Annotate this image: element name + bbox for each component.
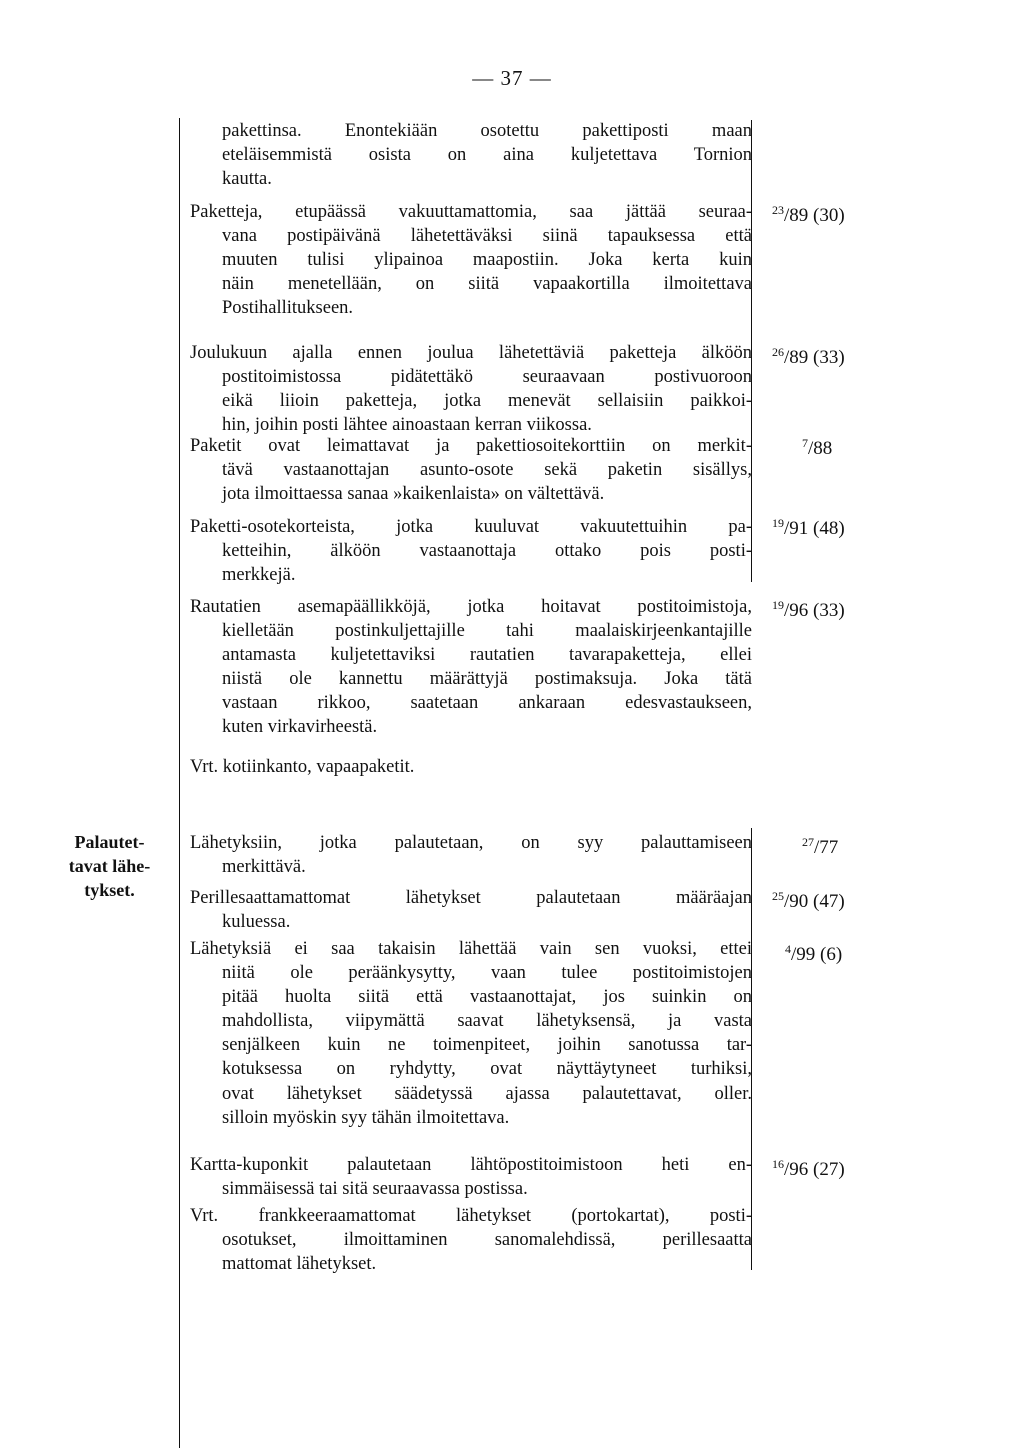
text-line: merkittävä.: [222, 857, 306, 878]
paragraph-joulukuun: [190, 341, 752, 437]
reference-sup: 25: [772, 889, 784, 903]
text-line: vana postipäivänä lähetettäväksi siinä tapauksessa että: [222, 226, 752, 247]
text-line: niitä ole peräänkysytty, vaan tulee postitoimistojen: [222, 963, 752, 984]
text-line: Kartta-kuponkit palautetaan lähtöpostitoimistoon heti en-: [190, 1155, 752, 1175]
text-line: senjälkeen kuin ne toimenpiteet, joihin sanotussa tar-: [222, 1035, 752, 1056]
reference-rest: /90 (47): [784, 891, 845, 912]
text-line: Paketit ovat leimattavat ja pakettiosoitekorttiin on merkit-: [190, 436, 752, 456]
reference-note: [802, 436, 912, 460]
reference-sup: 4: [785, 942, 791, 956]
reference-sup: 23: [772, 203, 784, 217]
reference-sup: 27: [802, 835, 814, 849]
reference-rest: /89 (30): [784, 205, 845, 226]
paragraph-vrt-1: [190, 755, 752, 779]
reference-note: [772, 1157, 882, 1181]
text-line: Paketti-osotekorteista, jotka kuuluvat vakuutettuihin pa-: [190, 517, 752, 537]
text-line: eteläisemmistä osista on aina kuljetettava Tornion: [222, 145, 752, 166]
paragraph-paketteja: [190, 200, 752, 320]
side-heading-line: tavat lähe-: [68, 856, 151, 876]
paragraph-lahetyksia: [190, 937, 752, 1130]
text-line: simmäisessä tai sitä seuraavassa postissa.: [222, 1179, 528, 1200]
text-line: kielletään postinkuljettajille tahi maalaiskirjeenkantajille: [222, 621, 752, 642]
side-heading-line: Palautet-: [74, 832, 145, 852]
text-line: silloin myöskin syy tähän ilmoitettava.: [222, 1107, 510, 1128]
paragraph-kartta-kuponkit: [190, 1153, 752, 1201]
text-line: pakettinsa. Enontekiään osotettu pakettiposti maan: [222, 121, 752, 141]
reference-rest: /91 (48): [784, 518, 845, 539]
reference-sup: 19: [772, 516, 784, 530]
text-line: osotukset, ilmoittaminen sanomalehdissä, perillesaatta: [222, 1230, 752, 1251]
paragraph-paketti-osotekorteista: [190, 515, 752, 587]
text-line: Postihallitukseen.: [222, 298, 354, 319]
reference-sup: 26: [772, 345, 784, 359]
text-line: ovat lähetykset säädetyssä ajassa palautettavat, oller.: [222, 1083, 752, 1104]
reference-note: [772, 598, 882, 622]
reference-note: [785, 942, 895, 966]
text-line: näin menetellään, on siitä vapaakortilla ilmoitettava: [222, 274, 752, 295]
text-line: merkkejä.: [222, 565, 296, 586]
text-line: kuten virkavirheestä.: [222, 717, 378, 738]
text-line: postitoimistossa pidätettäkö seuraavaan postivuoroon: [222, 367, 752, 388]
text-line: kautta.: [222, 169, 272, 190]
text-line: niistä ole kannettu määrättyjä postimaksuja. Joka tätä: [222, 669, 752, 690]
reference-note: [772, 889, 882, 913]
text-line: Perillesaattamattomat lähetykset palautetaan määräajan: [190, 888, 752, 908]
text-line: Paketteja, etupäässä vakuuttamattomia, saa jättää seuraa-: [190, 202, 752, 222]
text-line: eikä liioin paketteja, jotka menevät sellaisiin paikkoi-: [222, 391, 752, 412]
reference-sup: 19: [772, 598, 784, 612]
reference-note: [802, 835, 912, 859]
reference-note: [772, 203, 882, 227]
text-line: ketteihin, älköön vastaanottaja ottako pois posti-: [222, 541, 752, 562]
left-rule: [179, 118, 180, 1448]
text-line: Vrt. frankkeeraamattomat lähetykset (portokartat), posti-: [190, 1206, 752, 1226]
reference-rest: /96 (33): [784, 600, 845, 621]
reference-rest: /96 (27): [784, 1159, 845, 1180]
reference-note: [772, 345, 882, 369]
reference-sup: 16: [772, 1157, 784, 1171]
paragraph-lahetyksiin: [190, 831, 752, 879]
text-line: jota ilmoittaessa sanaa »kaikenlaista» on vältettävä.: [222, 484, 605, 505]
side-heading-line: tykset.: [84, 880, 135, 900]
paragraph-perillesaattamattomat: [190, 886, 752, 934]
text-line: Rautatien asemapäällikköjä, jotka hoitavat postitoimistoja,: [190, 597, 752, 617]
text-line: hin, joihin posti lähtee ainoastaan kerran viikossa.: [222, 415, 592, 436]
text-line: muuten tulisi ylipainoa maapostiin. Joka kerta kuin: [222, 250, 752, 271]
text-line: mahdollista, viipymättä saavat lähetyksensä, ja vasta: [222, 1011, 752, 1032]
text-line: Joulukuun ajalla ennen joulua lähetettäviä paketteja älköön: [190, 343, 752, 363]
text-line: pitää huolta siitä että vastaanottajat, jos suinkin on: [222, 987, 752, 1008]
page-number: — 37 —: [472, 66, 552, 90]
paragraph-pakettinsa: [190, 119, 752, 191]
text-line: vastaan rikkoo, saatetaan ankaraan edesvastaukseen,: [222, 693, 752, 714]
text-line: kotuksessa on ryhdytty, ovat näyttäytyneet turhiksi,: [222, 1059, 752, 1080]
text-line: Lähetyksiin, jotka palautetaan, on syy palauttamiseen: [190, 833, 752, 853]
reference-rest: /77: [814, 837, 839, 858]
reference-rest: /99 (6): [791, 944, 843, 965]
side-heading: [42, 830, 177, 902]
text-line: tävä vastaanottajan asunto-osote sekä paketin sisällys,: [222, 460, 752, 481]
paragraph-vrt-2: [190, 1204, 752, 1276]
paragraph-paketit: [190, 434, 752, 506]
text-line: Lähetyksiä ei saa takaisin lähettää vain sen vuoksi, ettei: [190, 939, 752, 959]
reference-sup: 7: [802, 436, 808, 450]
paragraph-rautatien: [190, 595, 752, 740]
text-line: mattomat lähetykset.: [222, 1254, 377, 1275]
reference-rest: /89 (33): [784, 347, 845, 368]
text-line: antamasta kuljetettaviksi rautatien tavarapaketteja, ellei: [222, 645, 752, 666]
reference-rest: /88: [808, 438, 833, 459]
reference-note: [772, 516, 882, 540]
text-line: kuluessa.: [222, 912, 291, 933]
text-line: Vrt. kotiinkanto, vapaapaketit.: [190, 757, 415, 777]
